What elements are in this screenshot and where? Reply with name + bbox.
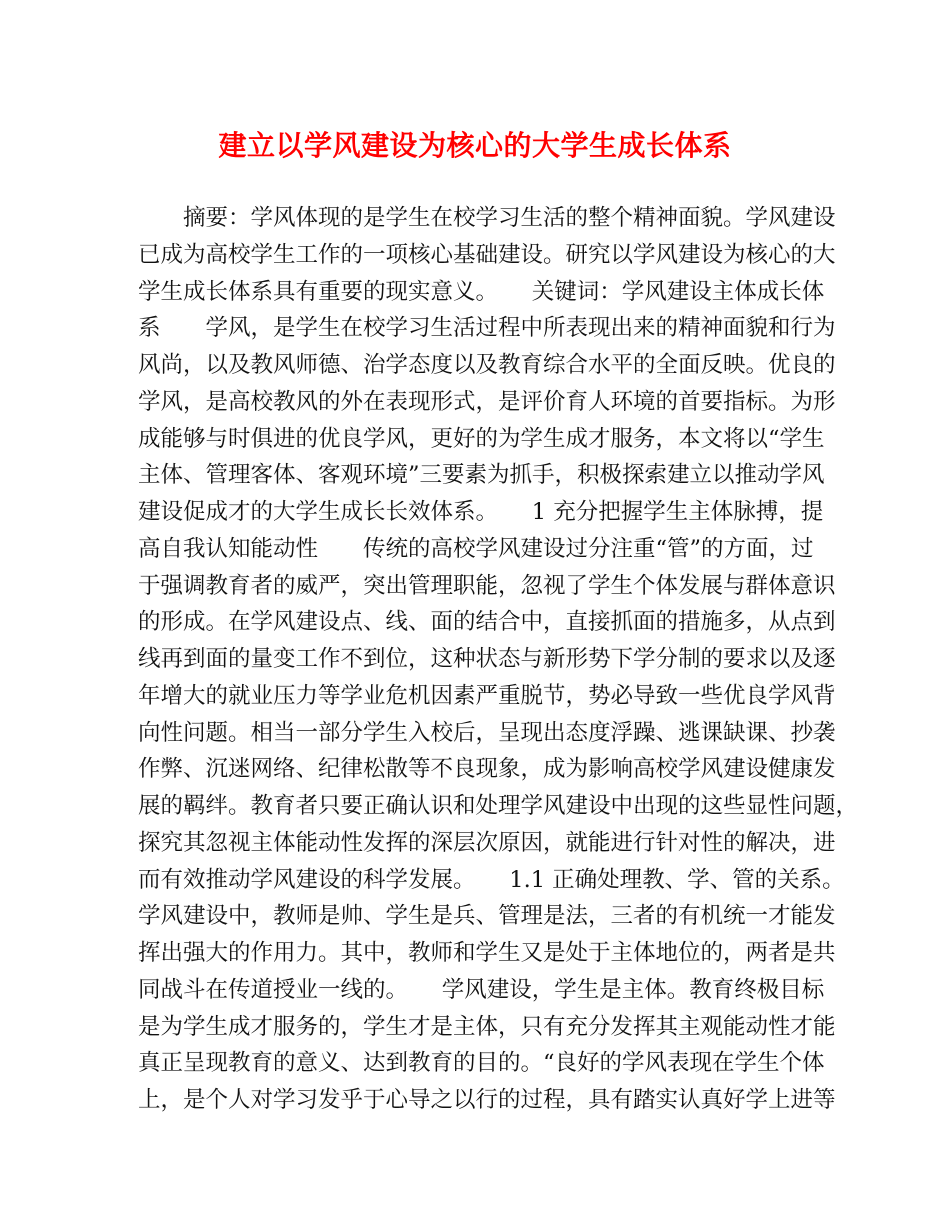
text-line: 摘要：学风体现的是学生在校学习生活的整个精神面貌。学风建设 [138, 205, 836, 231]
text-line: 建设促成才的大学生成长长效体系。 1 充分把握学生主体脉搏，提 [138, 499, 824, 525]
text-line: 高自我认知能动性 传统的高校学风建设过分注重“管”的方面，过 [138, 535, 814, 562]
text-line: 风尚，以及教风师德、治学态度以及教育综合水平的全面反映。优良的 [138, 352, 836, 378]
text-line: 线再到面的量变工作不到位，这种状态与新形势下学分制的要求以及逐 [138, 646, 836, 672]
text-line: 学风建设中，教师是帅、学生是兵、管理是法，三者的有机统一才能发 [138, 903, 836, 930]
document-title: 建立以学风建设为核心的大学生成长体系 [218, 129, 732, 162]
text-line: 成能够与时俱进的优良学风，更好的为学生成才服务，本文将以“学生 [138, 425, 825, 452]
text-line: 挥出强大的作用力。其中，教师和学生又是处于主体地位的，两者是共 [138, 940, 836, 966]
text-line: 向性问题。相当一部分学生入校后，呈现出态度浮躁、逃课缺课、抄袭 [138, 719, 836, 746]
text-line: 是为学生成才服务的，学生才是主体，只有充分发挥其主观能动性才能 [138, 1013, 836, 1040]
text-line: 年增大的就业压力等学业危机因素严重脱节，势必导致一些优良学风背 [138, 682, 836, 709]
text-line: 系 学风，是学生在校学习生活过程中所表现出来的精神面貌和行为 [138, 315, 836, 342]
text-line: 于强调教育者的威严，突出管理职能，忽视了学生个体发展与群体意识 [138, 572, 836, 599]
text-line: 探究其忽视主体能动性发挥的深层次原因，就能进行针对性的解决，进 [138, 829, 836, 856]
text-line: 学生成长体系具有重要的现实意义。 关键词：学风建设主体成长体 [138, 278, 825, 305]
text-line: 已成为高校学生工作的一项核心基础建设。研究以学风建设为核心的大 [138, 241, 836, 268]
text-line: 作弊、沉迷网络、纪律松散等不良现象，成为影响高校学风建设健康发 [138, 756, 836, 783]
text-line: 上，是个人对学习发乎于心导之以行的过程，具有踏实认真好学上进等 [138, 1087, 836, 1113]
text-line: 真正呈现教育的意义、达到教育的目的。“良好的学风表现在学生个体 [138, 1050, 825, 1077]
text-line: 而有效推动学风建设的科学发展。 1.1 正确处理教、学、管的关系。 [138, 866, 845, 893]
text-line: 主体、管理客体、客观环境”三要素为抓手，积极探索建立以推动学风 [138, 462, 825, 489]
text-line: 同战斗在传道授业一线的。 学风建设，学生是主体。教育终极目标 [138, 976, 825, 1003]
document-body [138, 200, 859, 1119]
text-line: 的形成。在学风建设点、线、面的结合中，直接抓面的措施多，从点到 [138, 609, 836, 636]
text-line: 展的羁绊。教育者只要正确认识和处理学风建设中出现的这些显性问题， [138, 793, 859, 819]
text-line: 学风，是高校教风的外在表现形式，是评价育人环境的首要指标。为形 [138, 388, 836, 415]
